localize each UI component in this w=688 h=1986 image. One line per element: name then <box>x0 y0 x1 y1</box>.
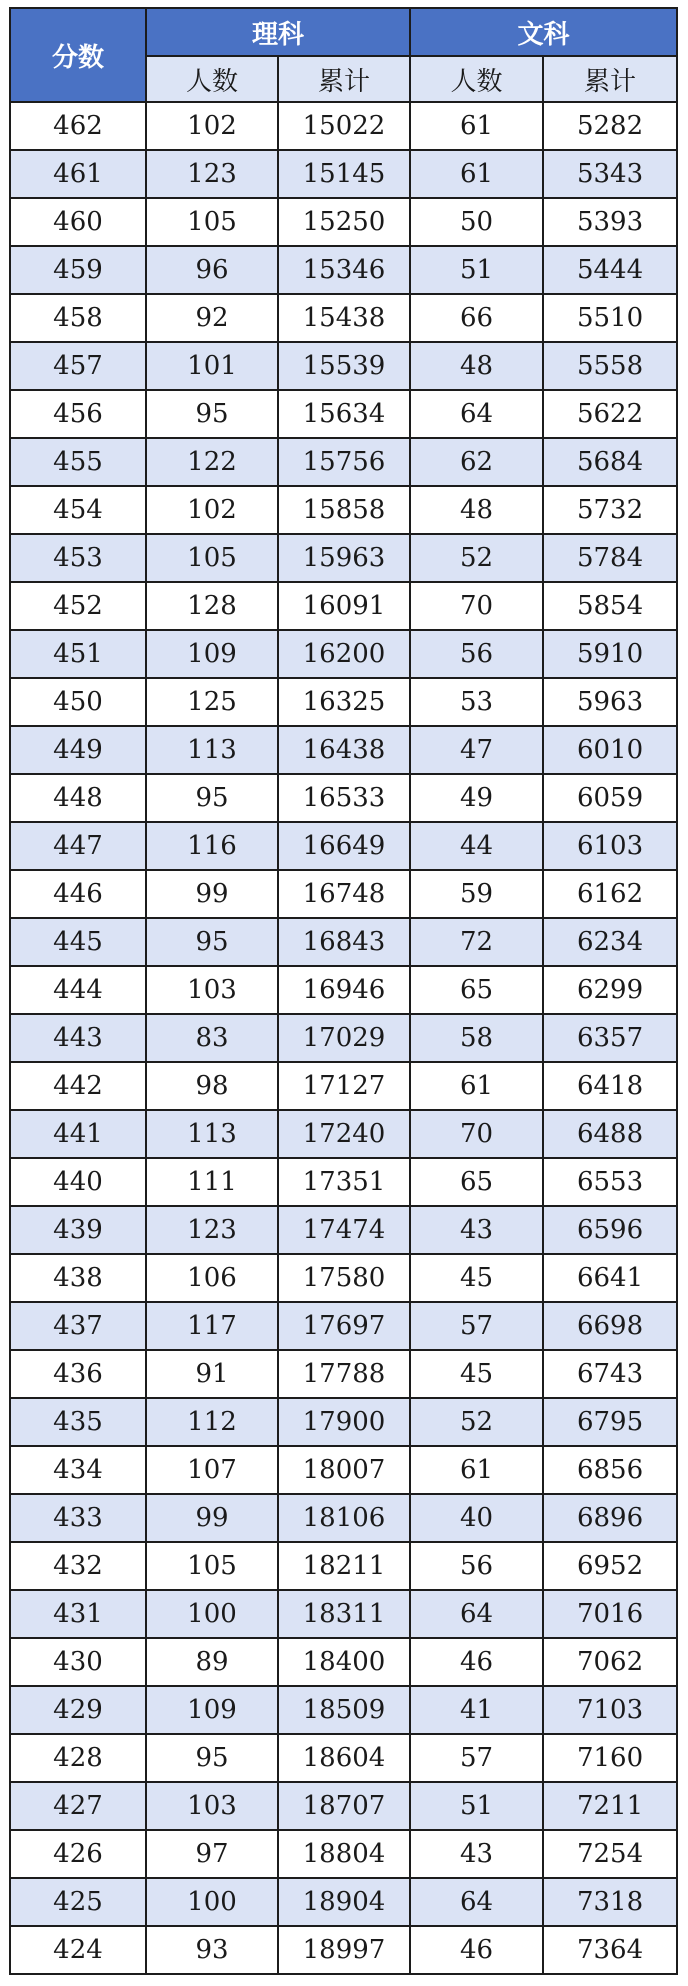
liberal-count-cell: 43 <box>410 1830 543 1878</box>
score-cell: 461 <box>10 150 146 198</box>
table-row <box>10 1878 677 1926</box>
table-row <box>10 246 677 294</box>
score-cell: 452 <box>10 582 146 630</box>
science-count-cell: 99 <box>146 1494 278 1542</box>
science-count-cell: 106 <box>146 1254 278 1302</box>
science-cumulative-cell: 17351 <box>278 1158 410 1206</box>
score-cell: 426 <box>10 1830 146 1878</box>
liberal-cumulative-cell: 5732 <box>543 486 677 534</box>
liberal-cumulative-cell: 5558 <box>543 342 677 390</box>
score-cell: 425 <box>10 1878 146 1926</box>
table-row <box>10 966 677 1014</box>
table-row <box>10 582 677 630</box>
liberal-count-cell: 47 <box>410 726 543 774</box>
liberal-count-cell: 61 <box>410 1062 543 1110</box>
table-row <box>10 726 677 774</box>
score-cell: 434 <box>10 1446 146 1494</box>
science-cumulative-cell: 18804 <box>278 1830 410 1878</box>
liberal-count-cell: 66 <box>410 294 543 342</box>
science-cumulative-cell: 16946 <box>278 966 410 1014</box>
science-count-cell: 113 <box>146 726 278 774</box>
liberal-cumulative-cell: 6596 <box>543 1206 677 1254</box>
table-body <box>10 102 677 1974</box>
liberal-cumulative-cell: 7318 <box>543 1878 677 1926</box>
table-row <box>10 438 677 486</box>
table-row <box>10 1590 677 1638</box>
science-count-cell: 100 <box>146 1878 278 1926</box>
science-cumulative-cell: 16748 <box>278 870 410 918</box>
score-cell: 431 <box>10 1590 146 1638</box>
score-cell: 429 <box>10 1686 146 1734</box>
table-header <box>10 8 677 102</box>
table-row <box>10 1350 677 1398</box>
science-count-cell: 116 <box>146 822 278 870</box>
liberal-count-cell: 41 <box>410 1686 543 1734</box>
science-cumulative-cell: 15858 <box>278 486 410 534</box>
science-count-cell: 102 <box>146 102 278 150</box>
liberal-count-cell: 65 <box>410 1158 543 1206</box>
header-score: 分数 <box>10 8 146 102</box>
science-cumulative-cell: 16438 <box>278 726 410 774</box>
science-count-cell: 95 <box>146 390 278 438</box>
liberal-cumulative-cell: 6234 <box>543 918 677 966</box>
liberal-count-cell: 57 <box>410 1302 543 1350</box>
science-count-cell: 93 <box>146 1926 278 1974</box>
liberal-cumulative-cell: 6896 <box>543 1494 677 1542</box>
liberal-count-cell: 46 <box>410 1926 543 1974</box>
science-cumulative-cell: 17697 <box>278 1302 410 1350</box>
table-row <box>10 1206 677 1254</box>
science-cumulative-cell: 17127 <box>278 1062 410 1110</box>
header-science: 理科 <box>146 8 410 56</box>
science-cumulative-cell: 16325 <box>278 678 410 726</box>
science-count-cell: 103 <box>146 966 278 1014</box>
liberal-cumulative-cell: 7103 <box>543 1686 677 1734</box>
score-cell: 456 <box>10 390 146 438</box>
liberal-cumulative-cell: 6103 <box>543 822 677 870</box>
liberal-count-cell: 50 <box>410 198 543 246</box>
score-cell: 433 <box>10 1494 146 1542</box>
table-row <box>10 1158 677 1206</box>
liberal-cumulative-cell: 6743 <box>543 1350 677 1398</box>
science-cumulative-cell: 15250 <box>278 198 410 246</box>
liberal-cumulative-cell: 7016 <box>543 1590 677 1638</box>
table-row <box>10 1446 677 1494</box>
score-cell: 450 <box>10 678 146 726</box>
science-cumulative-cell: 18211 <box>278 1542 410 1590</box>
score-cell: 435 <box>10 1398 146 1446</box>
science-cumulative-cell: 18997 <box>278 1926 410 1974</box>
score-cell: 437 <box>10 1302 146 1350</box>
science-count-cell: 111 <box>146 1158 278 1206</box>
table-row <box>10 486 677 534</box>
science-count-cell: 128 <box>146 582 278 630</box>
table-row <box>10 1398 677 1446</box>
science-count-cell: 95 <box>146 1734 278 1782</box>
science-count-cell: 103 <box>146 1782 278 1830</box>
liberal-count-cell: 57 <box>410 1734 543 1782</box>
header-liberal-arts: 文科 <box>410 8 677 56</box>
liberal-count-cell: 45 <box>410 1350 543 1398</box>
table-row <box>10 1542 677 1590</box>
liberal-cumulative-cell: 6553 <box>543 1158 677 1206</box>
liberal-cumulative-cell: 6856 <box>543 1446 677 1494</box>
score-cell: 462 <box>10 102 146 150</box>
liberal-cumulative-cell: 6952 <box>543 1542 677 1590</box>
score-cell: 451 <box>10 630 146 678</box>
science-cumulative-cell: 16649 <box>278 822 410 870</box>
score-cell: 428 <box>10 1734 146 1782</box>
science-count-cell: 100 <box>146 1590 278 1638</box>
table-row <box>10 150 677 198</box>
table-row <box>10 678 677 726</box>
table-row <box>10 198 677 246</box>
score-cell: 436 <box>10 1350 146 1398</box>
liberal-cumulative-cell: 5282 <box>543 102 677 150</box>
liberal-cumulative-cell: 7254 <box>543 1830 677 1878</box>
science-cumulative-cell: 17474 <box>278 1206 410 1254</box>
science-cumulative-cell: 17900 <box>278 1398 410 1446</box>
liberal-count-cell: 56 <box>410 1542 543 1590</box>
score-cell: 432 <box>10 1542 146 1590</box>
science-cumulative-cell: 16533 <box>278 774 410 822</box>
liberal-count-cell: 58 <box>410 1014 543 1062</box>
table-row <box>10 1638 677 1686</box>
table-row <box>10 534 677 582</box>
liberal-cumulative-cell: 6299 <box>543 966 677 1014</box>
science-count-cell: 109 <box>146 1686 278 1734</box>
table-row <box>10 102 677 150</box>
liberal-cumulative-cell: 5963 <box>543 678 677 726</box>
liberal-count-cell: 59 <box>410 870 543 918</box>
score-cell: 442 <box>10 1062 146 1110</box>
header-liberal-cumulative: 累计 <box>543 56 677 102</box>
liberal-count-cell: 56 <box>410 630 543 678</box>
liberal-cumulative-cell: 6010 <box>543 726 677 774</box>
table-row <box>10 630 677 678</box>
score-cell: 440 <box>10 1158 146 1206</box>
science-cumulative-cell: 15539 <box>278 342 410 390</box>
science-count-cell: 123 <box>146 1206 278 1254</box>
science-cumulative-cell: 17240 <box>278 1110 410 1158</box>
liberal-count-cell: 40 <box>410 1494 543 1542</box>
liberal-cumulative-cell: 6488 <box>543 1110 677 1158</box>
score-cell: 439 <box>10 1206 146 1254</box>
liberal-cumulative-cell: 5854 <box>543 582 677 630</box>
score-cell: 427 <box>10 1782 146 1830</box>
science-count-cell: 92 <box>146 294 278 342</box>
table-row <box>10 1734 677 1782</box>
liberal-cumulative-cell: 6162 <box>543 870 677 918</box>
liberal-count-cell: 64 <box>410 1878 543 1926</box>
liberal-cumulative-cell: 5510 <box>543 294 677 342</box>
science-cumulative-cell: 15346 <box>278 246 410 294</box>
liberal-cumulative-cell: 5444 <box>543 246 677 294</box>
science-count-cell: 109 <box>146 630 278 678</box>
table-row <box>10 1062 677 1110</box>
liberal-cumulative-cell: 6795 <box>543 1398 677 1446</box>
science-count-cell: 105 <box>146 534 278 582</box>
science-count-cell: 105 <box>146 1542 278 1590</box>
science-cumulative-cell: 18904 <box>278 1878 410 1926</box>
liberal-count-cell: 43 <box>410 1206 543 1254</box>
table-row <box>10 918 677 966</box>
header-science-count: 人数 <box>146 56 278 102</box>
table-row <box>10 342 677 390</box>
liberal-cumulative-cell: 6698 <box>543 1302 677 1350</box>
science-cumulative-cell: 18400 <box>278 1638 410 1686</box>
science-cumulative-cell: 18007 <box>278 1446 410 1494</box>
science-cumulative-cell: 18509 <box>278 1686 410 1734</box>
liberal-count-cell: 64 <box>410 390 543 438</box>
science-cumulative-cell: 16200 <box>278 630 410 678</box>
liberal-cumulative-cell: 6357 <box>543 1014 677 1062</box>
table-row <box>10 1686 677 1734</box>
score-table-container <box>9 7 676 1975</box>
science-count-cell: 112 <box>146 1398 278 1446</box>
science-count-cell: 105 <box>146 198 278 246</box>
score-cell: 445 <box>10 918 146 966</box>
liberal-cumulative-cell: 6641 <box>543 1254 677 1302</box>
science-cumulative-cell: 16091 <box>278 582 410 630</box>
liberal-count-cell: 61 <box>410 150 543 198</box>
score-cell: 453 <box>10 534 146 582</box>
science-count-cell: 113 <box>146 1110 278 1158</box>
science-count-cell: 98 <box>146 1062 278 1110</box>
science-cumulative-cell: 16843 <box>278 918 410 966</box>
table-row <box>10 1926 677 1974</box>
science-cumulative-cell: 18106 <box>278 1494 410 1542</box>
liberal-count-cell: 52 <box>410 534 543 582</box>
liberal-count-cell: 48 <box>410 486 543 534</box>
science-cumulative-cell: 18604 <box>278 1734 410 1782</box>
score-cell: 455 <box>10 438 146 486</box>
liberal-count-cell: 61 <box>410 1446 543 1494</box>
liberal-count-cell: 51 <box>410 1782 543 1830</box>
liberal-cumulative-cell: 5684 <box>543 438 677 486</box>
table-row <box>10 1302 677 1350</box>
liberal-cumulative-cell: 5393 <box>543 198 677 246</box>
science-cumulative-cell: 15438 <box>278 294 410 342</box>
score-cell: 430 <box>10 1638 146 1686</box>
science-cumulative-cell: 18311 <box>278 1590 410 1638</box>
header-science-cumulative: 累计 <box>278 56 410 102</box>
liberal-count-cell: 61 <box>410 102 543 150</box>
science-count-cell: 99 <box>146 870 278 918</box>
liberal-cumulative-cell: 7160 <box>543 1734 677 1782</box>
score-cell: 448 <box>10 774 146 822</box>
liberal-count-cell: 45 <box>410 1254 543 1302</box>
score-cell: 458 <box>10 294 146 342</box>
science-count-cell: 101 <box>146 342 278 390</box>
liberal-count-cell: 64 <box>410 1590 543 1638</box>
science-cumulative-cell: 15145 <box>278 150 410 198</box>
liberal-cumulative-cell: 5784 <box>543 534 677 582</box>
table-row <box>10 1014 677 1062</box>
liberal-cumulative-cell: 5622 <box>543 390 677 438</box>
score-cell: 444 <box>10 966 146 1014</box>
table-row <box>10 1782 677 1830</box>
science-count-cell: 96 <box>146 246 278 294</box>
liberal-cumulative-cell: 5343 <box>543 150 677 198</box>
score-cell: 457 <box>10 342 146 390</box>
table-row <box>10 390 677 438</box>
score-cell: 438 <box>10 1254 146 1302</box>
table-row <box>10 294 677 342</box>
science-cumulative-cell: 15756 <box>278 438 410 486</box>
table-row <box>10 774 677 822</box>
science-count-cell: 125 <box>146 678 278 726</box>
liberal-count-cell: 65 <box>410 966 543 1014</box>
science-cumulative-cell: 17029 <box>278 1014 410 1062</box>
liberal-count-cell: 52 <box>410 1398 543 1446</box>
score-cell: 459 <box>10 246 146 294</box>
score-cell: 446 <box>10 870 146 918</box>
science-count-cell: 107 <box>146 1446 278 1494</box>
score-cell: 447 <box>10 822 146 870</box>
science-cumulative-cell: 17580 <box>278 1254 410 1302</box>
science-count-cell: 83 <box>146 1014 278 1062</box>
score-cell: 460 <box>10 198 146 246</box>
science-count-cell: 117 <box>146 1302 278 1350</box>
science-count-cell: 122 <box>146 438 278 486</box>
liberal-cumulative-cell: 6059 <box>543 774 677 822</box>
science-count-cell: 97 <box>146 1830 278 1878</box>
science-cumulative-cell: 15963 <box>278 534 410 582</box>
liberal-cumulative-cell: 7211 <box>543 1782 677 1830</box>
table-row <box>10 1494 677 1542</box>
science-count-cell: 91 <box>146 1350 278 1398</box>
table-row <box>10 1110 677 1158</box>
liberal-count-cell: 53 <box>410 678 543 726</box>
liberal-cumulative-cell: 7364 <box>543 1926 677 1974</box>
table-row <box>10 822 677 870</box>
science-cumulative-cell: 18707 <box>278 1782 410 1830</box>
liberal-cumulative-cell: 7062 <box>543 1638 677 1686</box>
liberal-count-cell: 70 <box>410 582 543 630</box>
liberal-count-cell: 70 <box>410 1110 543 1158</box>
score-cell: 441 <box>10 1110 146 1158</box>
liberal-count-cell: 62 <box>410 438 543 486</box>
science-count-cell: 95 <box>146 918 278 966</box>
liberal-count-cell: 51 <box>410 246 543 294</box>
science-count-cell: 123 <box>146 150 278 198</box>
liberal-count-cell: 49 <box>410 774 543 822</box>
score-distribution-table <box>9 7 678 1975</box>
score-cell: 443 <box>10 1014 146 1062</box>
science-cumulative-cell: 15022 <box>278 102 410 150</box>
score-cell: 449 <box>10 726 146 774</box>
table-row <box>10 1254 677 1302</box>
science-cumulative-cell: 17788 <box>278 1350 410 1398</box>
liberal-cumulative-cell: 6418 <box>543 1062 677 1110</box>
science-count-cell: 89 <box>146 1638 278 1686</box>
score-cell: 424 <box>10 1926 146 1974</box>
science-cumulative-cell: 15634 <box>278 390 410 438</box>
science-count-cell: 102 <box>146 486 278 534</box>
liberal-count-cell: 44 <box>410 822 543 870</box>
table-row <box>10 1830 677 1878</box>
liberal-count-cell: 48 <box>410 342 543 390</box>
table-row <box>10 870 677 918</box>
header-liberal-count: 人数 <box>410 56 543 102</box>
score-cell: 454 <box>10 486 146 534</box>
liberal-cumulative-cell: 5910 <box>543 630 677 678</box>
liberal-count-cell: 72 <box>410 918 543 966</box>
liberal-count-cell: 46 <box>410 1638 543 1686</box>
science-count-cell: 95 <box>146 774 278 822</box>
